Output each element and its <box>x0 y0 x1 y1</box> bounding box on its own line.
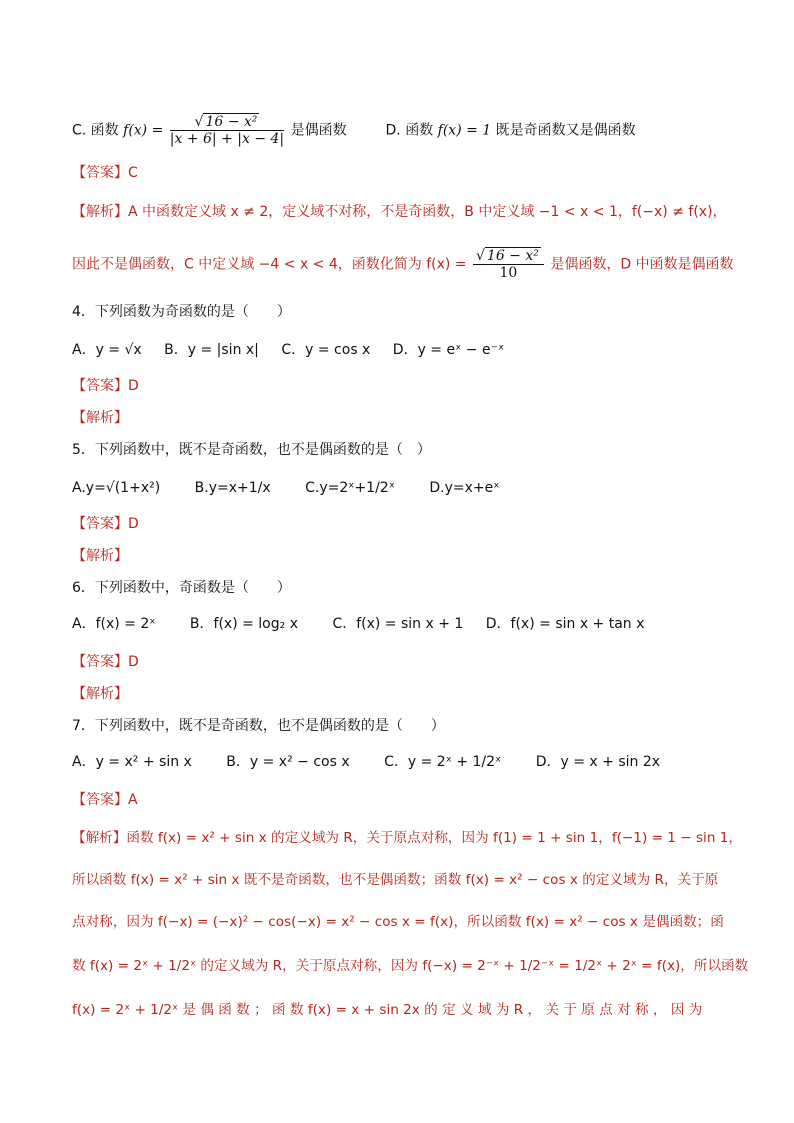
q5-answer-value: D <box>128 516 139 532</box>
q5-analysis-tag: 【解析】 <box>72 548 128 564</box>
q4-analysis <box>72 408 128 428</box>
q4-option-b: B．y = |sin x| <box>164 342 259 358</box>
q7-answer-value: A <box>128 792 138 808</box>
q7-option-b: B．y = x² − cos x <box>226 754 350 770</box>
q7-analysis-line-4: 数 f(x) = 2ˣ + 1/2ˣ 的定义域为 R，关于原点对称，因为 f(−x) = 2⁻ˣ + 1/2⁻ˣ = 1/2ˣ + 2ˣ = f(x)，所以函数 <box>72 958 749 974</box>
q3-option-d-label: D. 函数 <box>385 122 434 139</box>
q5-analysis <box>72 546 128 566</box>
q3-analysis-text-2b: 是偶函数，D 中函数是偶函数 <box>550 256 734 273</box>
q5-answer <box>72 514 139 534</box>
q3-analysis-tag: 【解析】 <box>72 204 128 220</box>
q4-answer-tag: 【答案】 <box>72 378 128 394</box>
q3-option-c-denominator: |x + 6| + |x − 4| <box>169 131 285 147</box>
q7-question: 7．下列函数中，既不是奇函数，也不是偶函数的是（ ） <box>72 718 445 734</box>
q7-analysis-line-1 <box>72 828 742 848</box>
q3-analysis-text-1: A 中函数定义域 x ≠ 2，定义域不对称，不是奇函数，B 中定义域 −1 < x < 1，f(−x) ≠ f(x)， <box>128 204 727 220</box>
q7-answer-tag: 【答案】 <box>72 792 128 808</box>
q5-option-d: D.y=x+eˣ <box>429 480 500 496</box>
q3-answer-value: C <box>128 165 138 181</box>
q7-option-c: C．y = 2ˣ + 1/2ˣ <box>384 754 502 770</box>
q6-answer <box>72 652 139 672</box>
q7-options <box>72 752 660 772</box>
q6-question: 6．下列函数中，奇函数是（ ） <box>72 580 291 596</box>
q3-analysis-line-1 <box>72 202 727 222</box>
q6-analysis-tag: 【解析】 <box>72 686 128 702</box>
q4-answer-value: D <box>128 378 139 394</box>
q5-option-c: C.y=2ˣ+1/2ˣ <box>305 480 395 496</box>
q6-option-c: C．f(x) = sin x + 1 <box>332 616 464 632</box>
q4-question: 4．下列函数为奇函数的是（ ） <box>72 304 291 320</box>
q4-option-a: A．y = √x <box>72 342 142 358</box>
q7-analysis-line-5: f(x) = 2ˣ + 1/2ˣ 是 偶 函 数 ； 函 数 f(x) = x + sin 2x 的 定 义 域 为 R ， 关 于 原 点 对 称 ， 因 为 <box>72 1002 703 1018</box>
q7-analysis-line-2: 所以函数 f(x) = x² + sin x 既不是奇函数，也不是偶函数；函数 f(x) = x² − cos x 的定义域为 R，关于原 <box>72 872 719 888</box>
q7-option-a: A．y = x² + sin x <box>72 754 192 770</box>
q7-analysis-text-1: 函数 f(x) = x² + sin x 的定义域为 R，关于原点对称，因为 f(1) = 1 + sin 1，f(−1) = 1 − sin 1， <box>126 830 743 846</box>
q3-answer <box>72 163 138 183</box>
q6-analysis <box>72 684 128 704</box>
q5-options <box>72 478 499 498</box>
q6-answer-tag: 【答案】 <box>72 654 128 670</box>
q3-analysis-line-2 <box>72 248 734 281</box>
q3-analysis-numerator: 16 − x² <box>486 248 539 264</box>
q4-option-d: D．y = eˣ − e⁻ˣ <box>392 342 505 358</box>
q5-option-a: A.y=√(1+x²) <box>72 480 161 496</box>
q6-answer-value: D <box>128 654 139 670</box>
q7-analysis-tag: 【解析】 <box>72 830 127 846</box>
q6-option-a: A．f(x) = 2ˣ <box>72 616 156 632</box>
q3-option-d-tail: 既是奇函数又是偶函数 <box>495 122 636 139</box>
q6-option-d: D．f(x) = sin x + tan x <box>485 616 645 632</box>
q5-question: 5．下列函数中，既不是奇函数，也不是偶函数的是（ ） <box>72 442 431 458</box>
q3-analysis-text-2a: 因此不是偶函数，C 中定义域 −4 < x < 4，函数化简为 f(x) = <box>72 256 467 273</box>
q3-answer-tag: 【答案】 <box>72 165 128 181</box>
q7-answer <box>72 790 138 810</box>
q3-analysis-fraction: $\frac{\text{√ 16 − x²}}{10}$ <box>473 248 544 281</box>
q7-analysis-line-3: 点对称，因为 f(−x) = (−x)² − cos(−x) = x² − cos x = f(x)，所以函数 f(x) = x² − cos x 是偶函数；函 <box>72 914 724 930</box>
q3-option-c-numerator: 16 − x² <box>205 114 258 130</box>
q6-options <box>72 614 644 634</box>
q3-option-d-expr: f(x) = 1 <box>437 122 492 139</box>
q3-analysis-denominator: 10 <box>499 265 518 281</box>
q4-option-c: C．y = cos x <box>281 342 371 358</box>
q4-options <box>72 340 504 360</box>
q3-option-c-label: C. 函数 <box>72 122 119 139</box>
q6-option-b: B．f(x) = log₂ x <box>189 616 298 632</box>
q3-option-c-lhs: f(x) = <box>123 122 164 139</box>
q4-answer <box>72 376 139 396</box>
q3-options-cd <box>72 114 636 147</box>
q7-option-d: D．y = x + sin 2x <box>535 754 661 770</box>
q5-option-b: B.y=x+1/x <box>194 480 271 496</box>
q5-answer-tag: 【答案】 <box>72 516 128 532</box>
q4-analysis-tag: 【解析】 <box>72 410 128 426</box>
q3-option-c-fraction: $\frac{\text{√ 16 − x²}}{|x + 6| + |x - 4|}$ <box>169 114 285 147</box>
q3-option-c-tail: 是偶函数 <box>290 122 347 139</box>
